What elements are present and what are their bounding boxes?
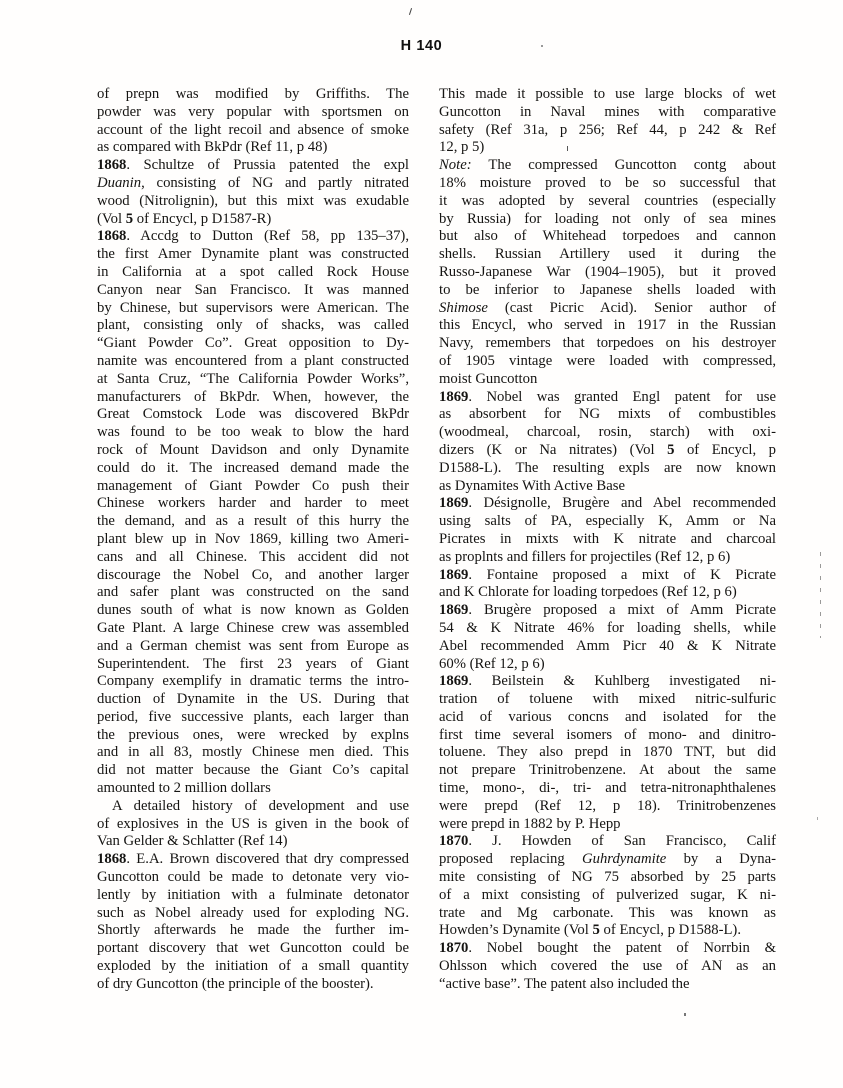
text-line: first time several isomers of mono- and dinitro-	[439, 726, 776, 743]
text-line: Picrates in mixts with K nitrate and charcoal	[439, 530, 776, 547]
text-line: This made it possible to use large blocks of wet	[439, 86, 776, 102]
text-line: 60% (Ref 12, p 6)	[439, 655, 545, 672]
text-line: and a German chemist was sent from Europe as	[97, 637, 409, 654]
paragraph	[97, 851, 409, 993]
text-line: exploded by the initiation of a small quantity	[97, 958, 409, 975]
text-line: in California at a spot called Rock House	[97, 263, 409, 280]
text-line: 1869. Nobel was granted Engl patent for use	[439, 388, 776, 405]
text-line: Company exemplify in dramatic terms the intro-	[97, 673, 409, 690]
text-line: safety (Ref 31a, p 256; Ref 44, p 242 & Ref	[439, 121, 776, 138]
text-line: “active base”. The patent also included the	[439, 975, 690, 992]
text-line: time, mono-, di-, tri- and tetra-nitronaphthalenes	[439, 780, 776, 797]
text-line: duction of Dynamite in the US. During that	[97, 691, 409, 708]
text-line: Duanin, consisting of NG and partly nitrated	[97, 174, 409, 191]
page-header: H 140	[400, 38, 443, 54]
text-line: wood (Nitrolignin), but this mixt was exudable	[97, 192, 409, 209]
text-line: 1869. Désignolle, Brugère and Abel recommended	[439, 495, 776, 512]
paragraph	[439, 940, 776, 993]
paragraph	[439, 389, 776, 496]
text-line: the previous ones, were wrecked by explns	[97, 726, 409, 743]
text-line: Great Comstock Lode was discovered BkPdr	[97, 406, 409, 423]
text-line: mite consisting of NG 75 absorbed by 25 parts	[439, 869, 776, 886]
text-line: rock of Mount Davidson and only Dynamite	[97, 441, 409, 458]
scan-artifact	[820, 552, 821, 638]
text-line: 18% moisture proved to be so successful that	[439, 174, 776, 191]
text-line: as proplnts and fillers for projectiles (Ref 12, p 6)	[439, 548, 731, 565]
text-line: 1869. Beilstein & Kuhlberg investigated ni-	[439, 673, 776, 690]
text-line: was found to be too weak to blow the hard	[97, 424, 409, 441]
text-line: Howden’s Dynamite (Vol 5 of Encycl, p D1588-L).	[439, 922, 741, 939]
text-line: to be inferior to Japanese shells loaded with	[439, 281, 776, 298]
text-line: account of the light recoil and absence of smoke	[97, 121, 409, 138]
text-line: Superintendent. The first 23 years of Giant	[97, 655, 409, 672]
text-line: as absorbent for NG mixts of combustibles	[439, 406, 776, 423]
text-line: Navy, remembers that torpedoes on his destroyer	[439, 335, 776, 352]
paragraph	[97, 157, 409, 228]
text-line: as Dynamites With Active Base	[439, 477, 625, 494]
text-line: Chinese workers harder and harder to meet	[97, 495, 409, 512]
text-line: amounted to 2 million dollars	[97, 780, 271, 797]
text-line: of 1905 vintage were loaded with compressed,	[439, 352, 776, 369]
text-line: discourage the Nobel Co, and another larger	[97, 566, 409, 583]
text-line: (Vol 5 of Encycl, p D1587-R)	[97, 210, 272, 227]
text-line: were prepd in 1882 by P. Hepp	[439, 815, 621, 832]
text-line: shells. Russian Artillery used it during the	[439, 246, 776, 263]
text-line: 1870. Nobel bought the patent of Norrbin &	[439, 940, 776, 957]
text-line: namite was encountered from a plant constructed	[97, 352, 409, 369]
text-line: trate and Mg carbonate. This was known as	[439, 904, 776, 921]
text-line: D1588-L). The resulting expls are now known	[439, 459, 776, 476]
paragraph	[439, 495, 776, 566]
text-line: 1870. J. Howden of San Francisco, Calif	[439, 833, 776, 850]
text-line: plant blew up in Nov 1869, killing two Ameri-	[97, 530, 409, 547]
text-line: and safer plant was constructed on the sand	[97, 584, 409, 601]
paragraph	[439, 86, 776, 157]
text-line: not prepare Trinitrobenzene. At about the same	[439, 762, 776, 779]
paragraph	[439, 833, 776, 940]
scan-artifact	[567, 146, 568, 151]
text-line: dunes south of what is now known as Golden	[97, 602, 409, 619]
text-line: 12, p 5)	[439, 139, 485, 156]
text-line: powder was very popular with sportsmen on	[97, 103, 409, 120]
text-line: of prepn was modified by Griffiths. The	[97, 86, 409, 102]
paragraph	[439, 567, 776, 603]
text-line: plant, consisting only of shacks, was called	[97, 317, 409, 334]
paragraph	[97, 798, 409, 851]
scan-artifact	[409, 8, 412, 15]
text-line: by Chinese, but supervisors were American. The	[97, 299, 409, 316]
text-line: the demand, and as a result of this hurry the	[97, 513, 409, 530]
text-column-left	[97, 86, 409, 994]
text-line: period, five successive plants, each larger than	[97, 708, 409, 725]
text-line: Canyon near San Francisco. It was manned	[97, 281, 409, 298]
text-line: 1869. Fontaine proposed a mixt of K Picrate	[439, 566, 776, 583]
text-line: of dry Guncotton (the principle of the booster).	[97, 975, 374, 992]
paragraph	[439, 673, 776, 833]
paragraph	[97, 228, 409, 798]
text-line: proposed replacing Guhrdynamite by a Dyna-	[439, 851, 776, 868]
text-line: 1869. Brugère proposed a mixt of Amm Picrate	[439, 602, 776, 619]
text-line: the first Amer Dynamite plant was constructed	[97, 246, 409, 263]
paragraph	[97, 86, 409, 157]
text-line: cans and all Chinese. This accident did not	[97, 548, 409, 565]
text-line: Note: The compressed Guncotton contg about	[439, 157, 776, 174]
scan-artifact	[684, 1013, 686, 1016]
text-line: it was adopted by several countries (especially	[439, 192, 776, 209]
text-line: as compared with BkPdr (Ref 11, p 48)	[97, 139, 328, 156]
text-line: 1868. Schultze of Prussia patented the expl	[97, 157, 409, 174]
text-line: “Giant Powder Co”. Great opposition to Dy-	[97, 335, 409, 352]
text-line: by Russia) for loading not only of sea mines	[439, 210, 776, 227]
text-line: and in all 83, mostly Chinese men died. This	[97, 744, 409, 761]
text-line: Shortly afterwards he made the further im-	[97, 922, 409, 939]
text-line: Guncotton could be made to detonate very vio-	[97, 869, 409, 886]
text-line: this Encycl, who served in 1917 in the Russian	[439, 317, 776, 334]
text-line: at Santa Cruz, “The California Powder Works”,	[97, 370, 409, 387]
text-line: dizers (K or Na nitrates) (Vol 5 of Encycl, p	[439, 441, 776, 458]
text-line: (woodmeal, charcoal, rosin, starch) with oxi-	[439, 424, 776, 441]
text-line: and K Chlorate for loading torpedoes (Ref 12, p 6)	[439, 584, 737, 601]
text-line: manufacturers of BkPdr. When, however, the	[97, 388, 409, 405]
text-line: could do it. The increased demand made the	[97, 459, 409, 476]
text-line: moist Guncotton	[439, 370, 538, 387]
text-line: tration of toluene with mixed nitric-sulfuric	[439, 691, 776, 708]
text-line: using salts of PA, especially K, Amm or Na	[439, 513, 776, 530]
text-line: 1868. E.A. Brown discovered that dry compressed	[97, 851, 409, 868]
text-line: Abel recommended Amm Picr 40 & K Nitrate	[439, 637, 776, 654]
text-column-right	[439, 86, 776, 994]
text-line: management of Giant Powder Co push their	[97, 477, 409, 494]
text-line: toluene. They also prepd in 1870 TNT, but did	[439, 744, 776, 761]
paragraph	[439, 602, 776, 673]
scan-artifact	[541, 45, 543, 47]
text-line: but also of Whitehead torpedoes and cannon	[439, 228, 776, 245]
text-line: portant discovery that wet Guncotton could be	[97, 940, 409, 957]
text-line: 54 & K Nitrate 46% for loading shells, while	[439, 619, 776, 636]
text-line: Guncotton in Naval mines with comparative	[439, 103, 776, 120]
scan-artifact	[817, 817, 818, 820]
text-line: did not matter because the Giant Co’s capital	[97, 762, 409, 779]
text-line: such as Nobel already used for exploding NG.	[97, 904, 409, 921]
paragraph	[439, 157, 776, 388]
text-line: acid of various concns and isolated for the	[439, 708, 776, 725]
text-line: Van Gelder & Schlatter (Ref 14)	[97, 833, 288, 850]
text-line: Shimose (cast Picric Acid). Senior author of	[439, 299, 776, 316]
text-line: Russo-Japanese War (1904–1905), but it proved	[439, 263, 776, 280]
text-line: of a mixt consisting of pulverized sugar, K ni-	[439, 886, 776, 903]
text-line: A detailed history of development and use	[112, 797, 409, 814]
text-line: 1868. Accdg to Dutton (Ref 58, pp 135–37),	[97, 228, 409, 245]
text-line: Gate Plant. A large Chinese crew was assembled	[97, 619, 409, 636]
text-line: were prepd (Ref 12, p 18). Trinitrobenzenes	[439, 797, 776, 814]
text-line: lently by initiation with a fulminate detonator	[97, 886, 409, 903]
text-line: of explosives in the US is given in the book of	[97, 815, 409, 832]
text-line: Ohlsson which covered the use of AN as an	[439, 958, 776, 975]
